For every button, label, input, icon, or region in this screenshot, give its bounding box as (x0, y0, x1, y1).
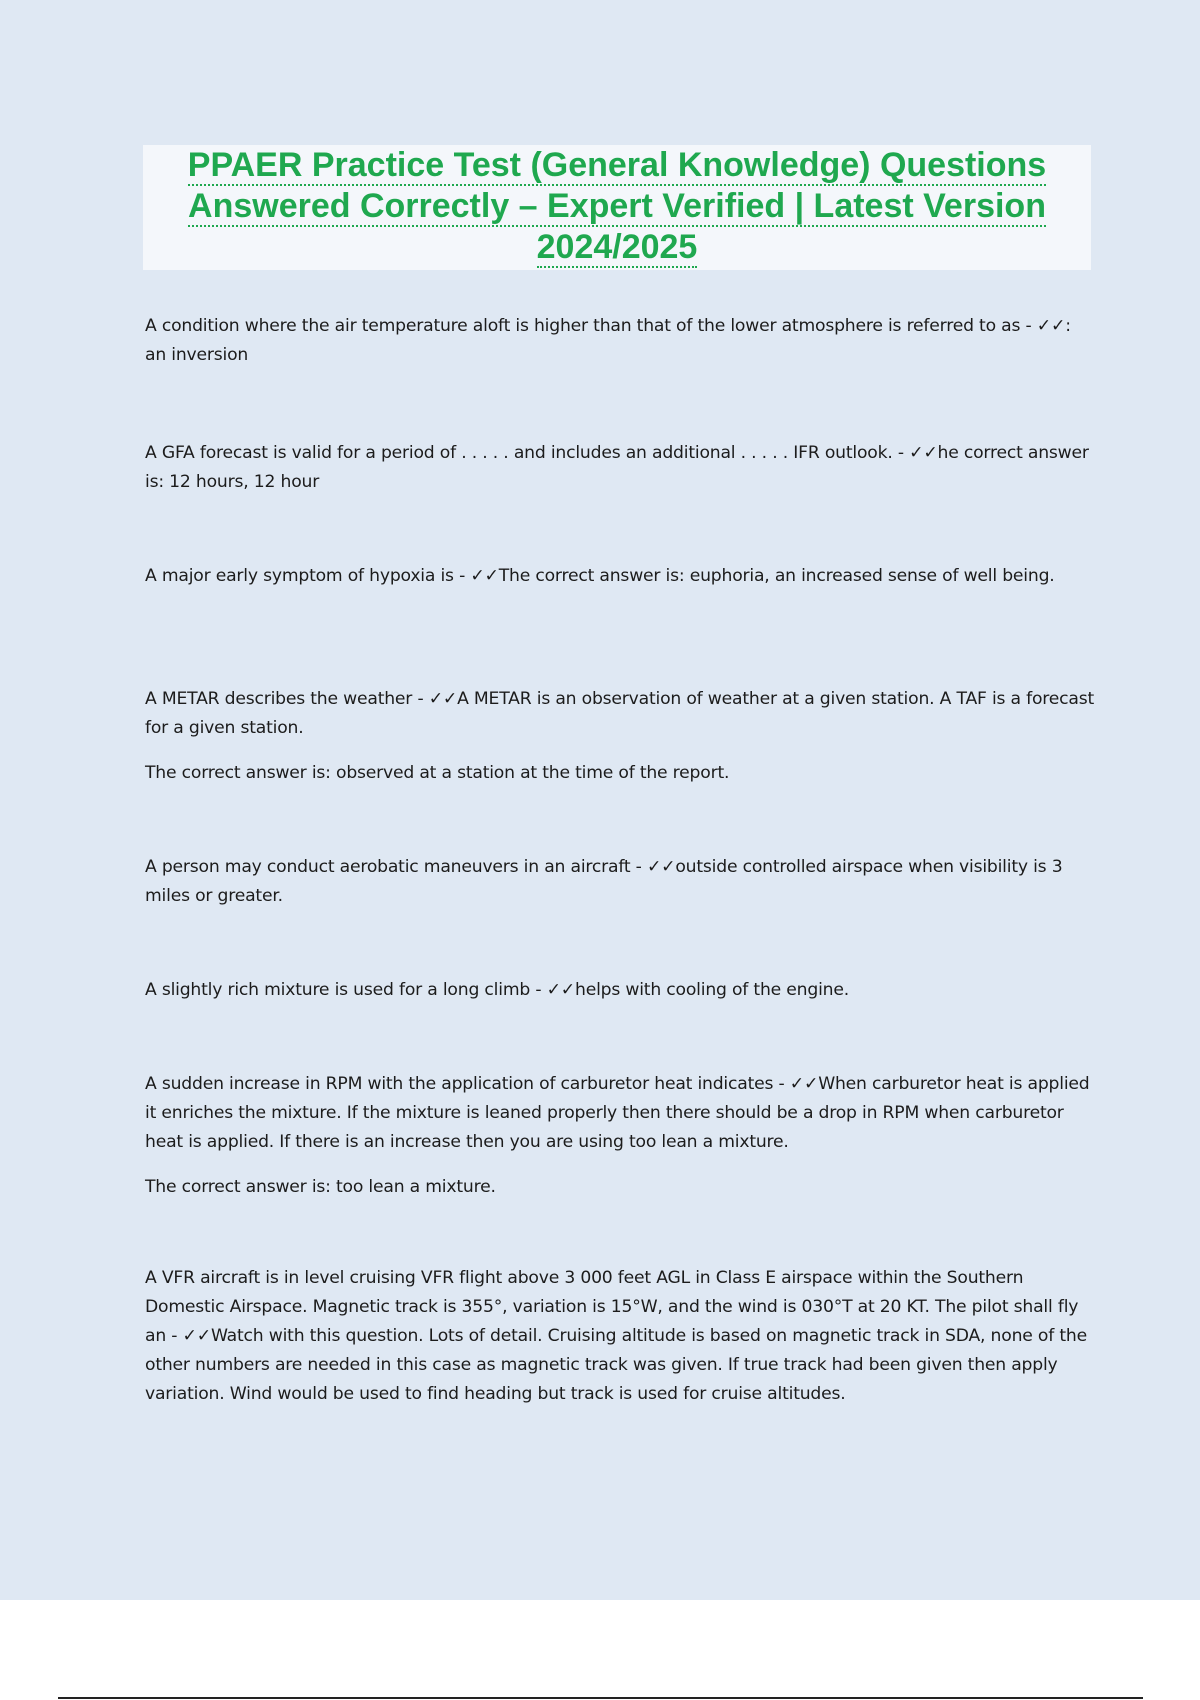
qa-text: A METAR describes the weather - ✓✓A METAR is an observation of weather at a given station. A TAF is a forecast for a given station. (145, 689, 1095, 738)
qa-item (145, 853, 1095, 976)
document-title (149, 145, 1085, 268)
qa-item (145, 1264, 1095, 1409)
document-title-text: PPAER Practice Test (General Knowledge) Questions Answered Correctly – Expert Verified | Latest Version 2024/2025 (187, 146, 1047, 266)
title-box (143, 145, 1091, 270)
qa-item (145, 976, 1095, 1070)
qa-item (145, 685, 1095, 853)
qa-text: A slightly rich mixture is used for a long climb - ✓✓helps with cooling of the engine. (145, 980, 849, 1000)
qa-text: A VFR aircraft is in level cruising VFR flight above 3 000 feet AGL in Class E airspace within the Southern Domestic Airspace. Magnetic track is 355°, variation is 15°W, and the wind is 030°T at 20 KT. The pilot shall fly an - ✓✓Watch with this question. Lots of detail. Cruising altitude is based on magnetic track in SDA, none of the other numbers are needed in this case as magnetic track was given. If true track had been given then apply variation. Wind would be used to find heading but track is used for cruise altitudes. (145, 1268, 1087, 1404)
qa-list (145, 312, 1095, 1409)
qa-item (145, 439, 1095, 562)
qa-item (145, 312, 1095, 439)
qa-text: A person may conduct aerobatic maneuvers in an aircraft - ✓✓outside controlled airspace when visibility is 3 miles or greater. (145, 857, 1063, 906)
qa-text: A major early symptom of hypoxia is - ✓✓The correct answer is: euphoria, an increased sense of well being. (145, 566, 1055, 586)
qa-answer: The correct answer is: too lean a mixture. (145, 1177, 496, 1197)
qa-text: A GFA forecast is valid for a period of . . . . . and includes an additional . . . . . IFR outlook. - ✓✓he correct answer is: 12 hours, 12 hour (145, 443, 1089, 492)
qa-item (145, 1070, 1095, 1264)
qa-text: A condition where the air temperature aloft is higher than that of the lower atmosphere is referred to as - ✓✓: an inversion (145, 316, 1071, 365)
qa-item (145, 562, 1095, 685)
qa-answer: The correct answer is: observed at a station at the time of the report. (145, 763, 730, 783)
qa-text: A sudden increase in RPM with the application of carburetor heat indicates - ✓✓When carburetor heat is applied it enriches the mixture. If the mixture is leaned properly then there should be a drop in RPM when carburetor heat is applied. If there is an increase then you are using too lean a mixture. (145, 1074, 1090, 1152)
footer-rule (58, 1697, 1143, 1699)
